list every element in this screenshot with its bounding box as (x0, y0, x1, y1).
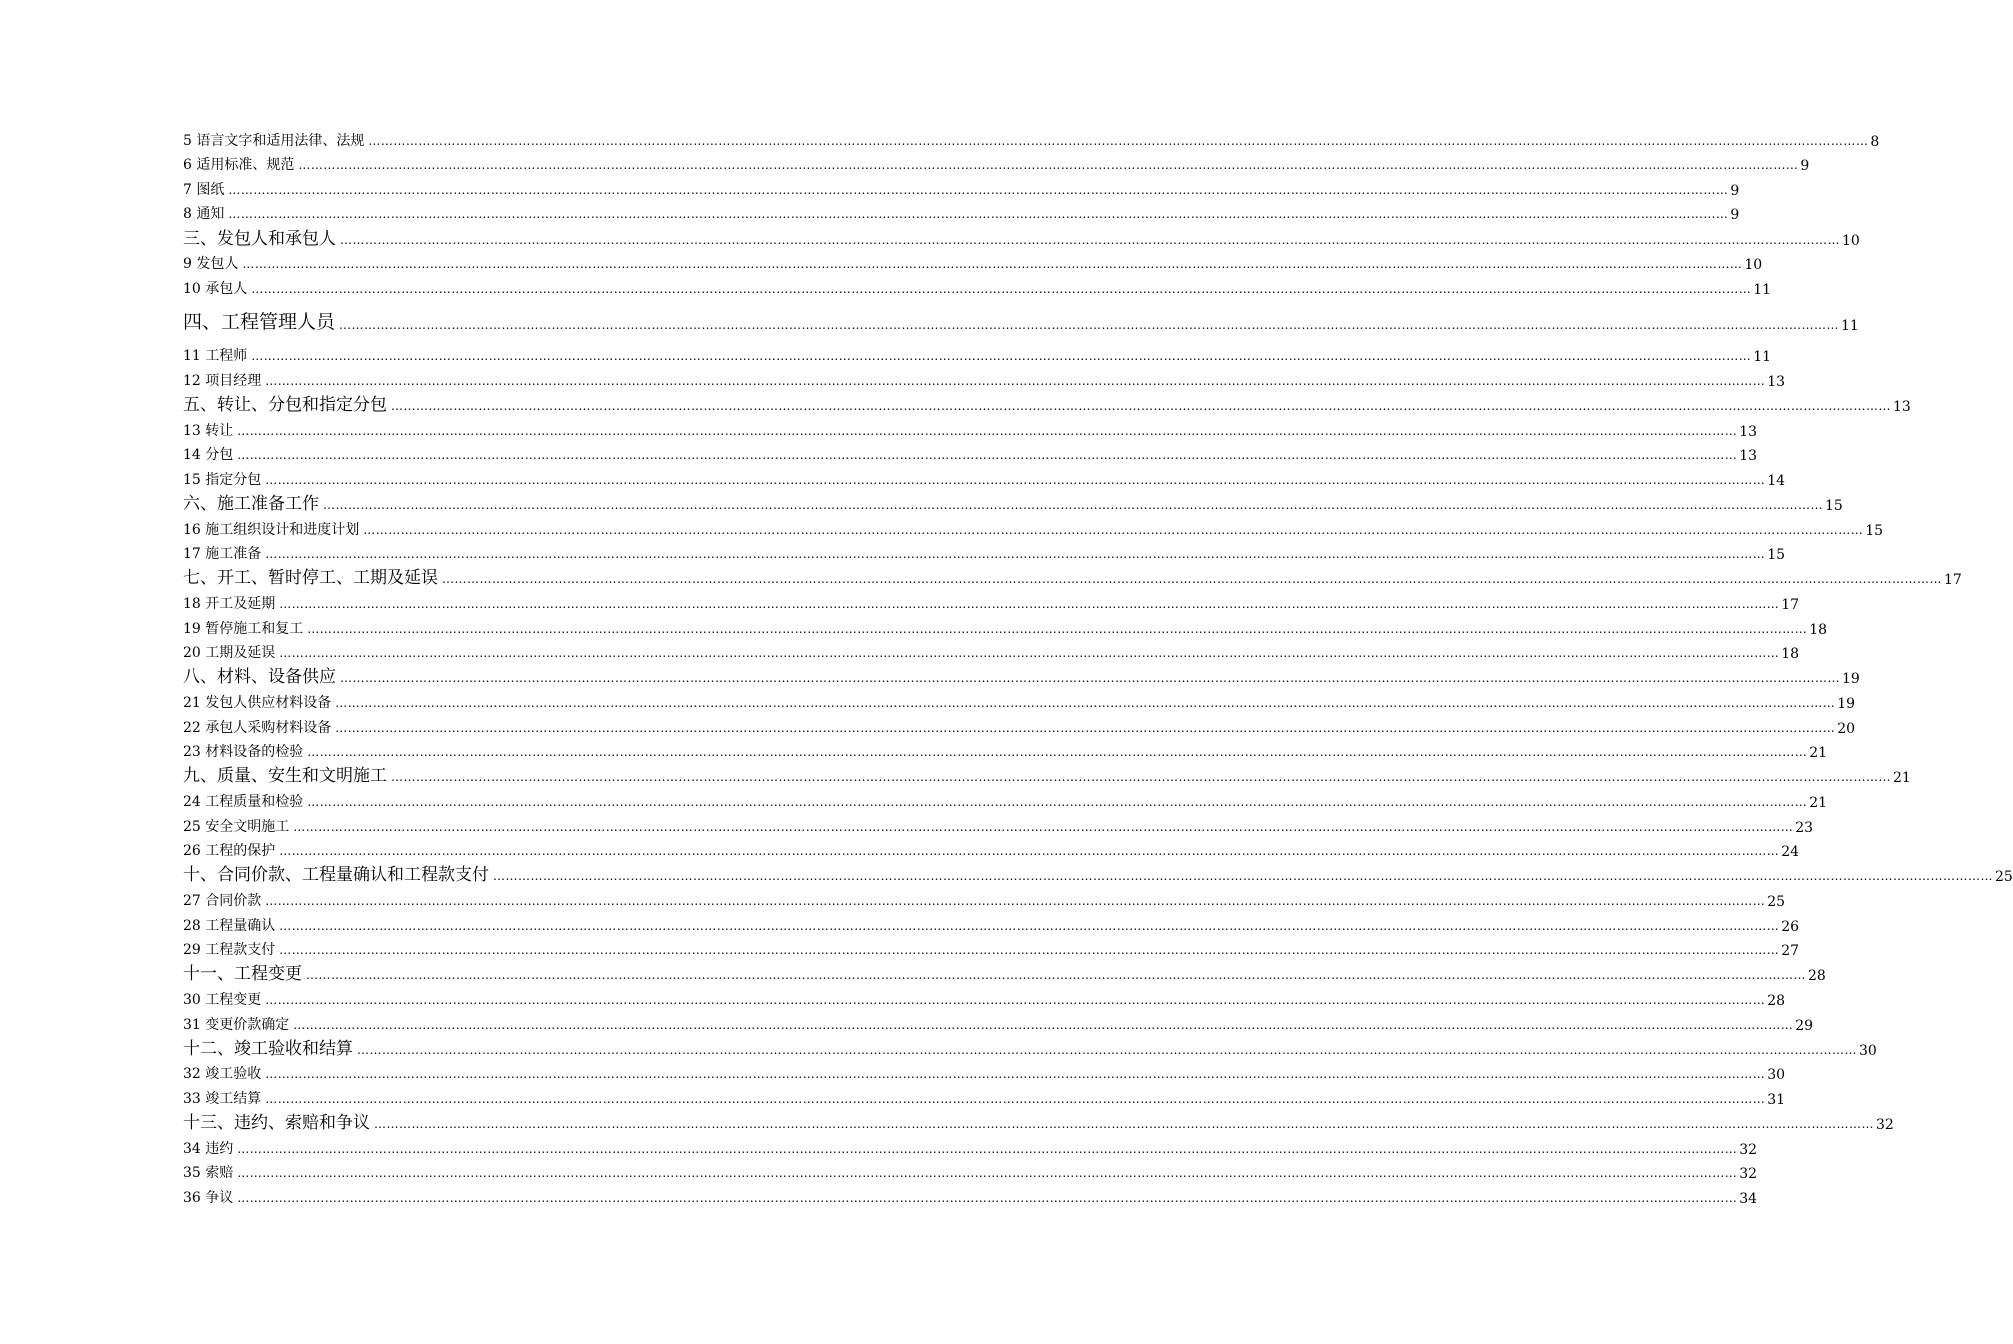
toc-entry-label: 五、转让、分包和指定分包 (183, 395, 387, 416)
toc-section-entry[interactable] (183, 959, 1826, 985)
toc-entry-label: 十一、工程变更 (183, 964, 302, 985)
toc-section-entry[interactable] (183, 1034, 1877, 1059)
toc-entry[interactable] (183, 440, 1758, 465)
toc-section-entry[interactable] (183, 298, 1859, 336)
toc-page-number: 30 (1859, 1042, 1877, 1059)
toc-entry-label: 25 安全文明施工 (183, 818, 290, 835)
toc-entry[interactable] (183, 514, 1884, 539)
toc-entry[interactable] (183, 174, 1740, 199)
dot-leader: ……………………………………………………………………………………………………………………………………………………………………………………………………………………………………………………………………………………………………………………………… (335, 720, 1836, 735)
dot-leader: ……………………………………………………………………………………………………………………………………………………………………………………………………………………………………………………………………………………………………………………………… (228, 207, 1729, 222)
dot-leader: ……………………………………………………………………………………………………………………………………………………………………………………………………………………………………………………………………………………………………………………………… (298, 158, 1799, 173)
toc-entry-label: 九、质量、安生和文明施工 (183, 766, 387, 787)
toc-entry[interactable] (183, 786, 1828, 811)
toc-page-number: 11 (1753, 349, 1772, 366)
dot-leader: ……………………………………………………………………………………………………………………………………………………………………………………………………………………………………………………………………………………………………………………………… (265, 893, 1766, 908)
toc-entry-label: 六、施工准备工作 (183, 494, 319, 515)
toc-entry[interactable] (183, 1182, 1758, 1207)
toc-entry[interactable] (183, 638, 1800, 663)
toc-entry[interactable] (183, 464, 1786, 489)
dot-leader: ……………………………………………………………………………………………………………………………………………………………………………………………………………………………………………………………………………………………………………………………… (368, 133, 1869, 148)
toc-entry[interactable] (183, 365, 1786, 390)
dot-leader: ……………………………………………………………………………………………………………………………………………………………………………………………………………………………………………………………………………………………………………………………… (391, 399, 1891, 414)
dot-leader: ……………………………………………………………………………………………………………………………………………………………………………………………………………………………………………………………………………………………………………………………… (265, 547, 1766, 562)
dot-leader: ……………………………………………………………………………………………………………………………………………………………………………………………………………………………………………………………………………………………………………………………… (237, 1166, 1738, 1181)
toc-page-number: 14 (1767, 472, 1786, 489)
toc-page-number: 21 (1809, 745, 1828, 762)
dot-leader: ……………………………………………………………………………………………………………………………………………………………………………………………………………………………………………………………………………………………………………………………… (374, 1117, 1874, 1132)
toc-page-number: 10 (1744, 257, 1763, 274)
dot-leader: ……………………………………………………………………………………………………………………………………………………………………………………………………………………………………………………………………………………………………………………………… (265, 992, 1766, 1007)
toc-entry-label: 17 施工准备 (183, 546, 262, 563)
toc-entry[interactable] (183, 1059, 1786, 1084)
table-of-contents (183, 125, 2013, 1207)
toc-entry-label: 27 合同价款 (183, 892, 262, 909)
toc-section-entry[interactable] (183, 761, 1911, 787)
toc-entry[interactable] (183, 273, 1772, 298)
toc-entry-label: 9 发包人 (183, 256, 239, 273)
dot-leader: ……………………………………………………………………………………………………………………………………………………………………………………………………………………………………………………………………………………………………………………………… (279, 646, 1780, 661)
toc-page-number: 32 (1739, 1166, 1758, 1183)
toc-entry-label: 19 暂停施工和复工 (183, 620, 304, 637)
dot-leader: ……………………………………………………………………………………………………………………………………………………………………………………………………………………………………………………………………………………………………………………………… (339, 317, 1840, 332)
toc-page-number: 19 (1842, 671, 1860, 688)
toc-entry-label: 26 工程的保护 (183, 843, 276, 860)
toc-entry-label: 十、合同价款、工程量确认和工程款支付 (183, 865, 489, 886)
dot-leader: ……………………………………………………………………………………………………………………………………………………………………………………………………………………………………………………………………………………………………………………………… (363, 522, 1864, 537)
toc-entry-label: 36 争议 (183, 1189, 234, 1206)
toc-entry-label: 10 承包人 (183, 280, 248, 297)
toc-entry-label: 20 工期及延误 (183, 645, 276, 662)
toc-entry-label: 十三、违约、索赔和争议 (183, 1113, 370, 1134)
toc-entry[interactable] (183, 341, 1772, 366)
toc-entry[interactable] (183, 1133, 1758, 1158)
toc-entry-label: 32 竣工验收 (183, 1066, 262, 1083)
dot-leader: ……………………………………………………………………………………………………………………………………………………………………………………………………………………………………………………………………………………………………………………………… (237, 448, 1738, 463)
toc-page-number: 26 (1781, 918, 1800, 935)
dot-leader: ……………………………………………………………………………………………………………………………………………………………………………………………………………………………………………………………………………………………………………………………… (335, 696, 1836, 711)
toc-entry[interactable] (183, 984, 1786, 1009)
toc-page-number: 13 (1767, 373, 1786, 390)
toc-page-number: 30 (1767, 1067, 1786, 1084)
dot-leader: ……………………………………………………………………………………………………………………………………………………………………………………………………………………………………………………………………………………………………………………………… (306, 968, 1806, 983)
dot-leader: ……………………………………………………………………………………………………………………………………………………………………………………………………………………………………………………………………………………………………………………………… (307, 795, 1808, 809)
toc-entry-label: 15 指定分包 (183, 471, 262, 488)
toc-entry[interactable] (183, 249, 1763, 274)
toc-page-number: 29 (1795, 1017, 1814, 1034)
dot-leader: ……………………………………………………………………………………………………………………………………………………………………………………………………………………………………………………………………………………………………………………………… (307, 621, 1808, 636)
toc-entry-label: 29 工程款支付 (183, 942, 276, 959)
toc-entry[interactable] (183, 687, 1856, 713)
dot-leader: ……………………………………………………………………………………………………………………………………………………………………………………………………………………………………………………………………………………………………………………………… (279, 597, 1780, 612)
dot-leader: ……………………………………………………………………………………………………………………………………………………………………………………………………………………………………………………………………………………………………………………………… (293, 819, 1794, 834)
toc-entry-label: 28 工程量确认 (183, 917, 276, 934)
toc-page-number: 11 (1753, 281, 1772, 298)
dot-leader: ……………………………………………………………………………………………………………………………………………………………………………………………………………………………………………………………………………………………………………………………… (279, 844, 1780, 859)
toc-page-number: 21 (1893, 770, 1911, 787)
toc-entry-label: 21 发包人供应材料设备 (183, 695, 332, 712)
toc-entry[interactable] (183, 199, 1740, 224)
toc-page-number: 15 (1865, 522, 1884, 539)
toc-entry[interactable] (183, 415, 1758, 440)
dot-leader: ……………………………………………………………………………………………………………………………………………………………………………………………………………………………………………………………………………………………………………………………… (228, 182, 1729, 197)
toc-page-number: 34 (1739, 1190, 1758, 1207)
toc-entry-label: 31 变更价款确定 (183, 1016, 290, 1033)
toc-entry-label: 13 转让 (183, 422, 234, 439)
toc-entry-label: 35 索赔 (183, 1165, 234, 1182)
toc-page-number: 17 (1781, 597, 1800, 614)
dot-leader: ……………………………………………………………………………………………………………………………………………………………………………………………………………………………………………………………………………………………………………………………… (340, 671, 1840, 686)
dot-leader: ……………………………………………………………………………………………………………………………………………………………………………………………………………………………………………………………………………………………………………………………… (265, 1067, 1766, 1082)
toc-page-number: 28 (1808, 968, 1826, 985)
toc-entry-label: 四、工程管理人员 (183, 310, 336, 333)
toc-entry-label: 14 分包 (183, 447, 234, 464)
toc-page-number: 10 (1842, 232, 1860, 249)
toc-entry[interactable] (183, 885, 1786, 910)
dot-leader: ……………………………………………………………………………………………………………………………………………………………………………………………………………………………………………………………………………………………………………………………… (323, 498, 1823, 513)
toc-entry[interactable] (183, 811, 1814, 836)
toc-entry-label: 十二、竣工验收和结算 (183, 1038, 353, 1059)
dot-leader: ……………………………………………………………………………………………………………………………………………………………………………………………………………………………………………………………………………………………………………………………… (242, 257, 1743, 272)
dot-leader: ……………………………………………………………………………………………………………………………………………………………………………………………………………………………………………………………………………………………………………………………… (357, 1042, 1857, 1057)
toc-page-number: 21 (1809, 795, 1828, 811)
toc-page-number: 13 (1739, 448, 1758, 465)
toc-page-number: 25 (1767, 893, 1786, 910)
dot-leader: ……………………………………………………………………………………………………………………………………………………………………………………………………………………………………………………………………………………………………………………………… (293, 1017, 1794, 1032)
toc-entry[interactable] (183, 125, 1880, 150)
toc-entry[interactable] (183, 588, 1800, 614)
toc-page-number: 18 (1809, 621, 1828, 638)
toc-entry[interactable] (183, 539, 1786, 564)
toc-entry[interactable] (183, 910, 1800, 935)
toc-entry-label: 22 承包人采购材料设备 (183, 719, 332, 736)
toc-page-number: 18 (1781, 646, 1800, 663)
dot-leader: ……………………………………………………………………………………………………………………………………………………………………………………………………………………………………………………………………………………………………………………………… (237, 423, 1738, 438)
toc-entry[interactable] (183, 935, 1800, 960)
dot-leader: ……………………………………………………………………………………………………………………………………………………………………………………………………………………………………………………………………………………………………………………………… (307, 745, 1808, 760)
toc-entry-label: 三、发包人和承包人 (183, 228, 336, 249)
toc-page-number: 9 (1800, 158, 1810, 175)
toc-page-number: 20 (1837, 720, 1856, 737)
toc-page-number: 15 (1825, 498, 1843, 515)
toc-entry[interactable] (183, 613, 1828, 638)
toc-entry-label: 30 工程变更 (183, 991, 262, 1008)
toc-page-number: 19 (1837, 696, 1856, 713)
dot-leader: ……………………………………………………………………………………………………………………………………………………………………………………………………………………………………………………………………………………………………………………………… (442, 572, 1942, 587)
toc-page-number: 32 (1876, 1117, 1894, 1134)
dot-leader: ……………………………………………………………………………………………………………………………………………………………………………………………………………………………………………………………………………………………………………………………… (265, 373, 1766, 388)
toc-entry[interactable] (183, 712, 1856, 737)
toc-entry-label: 16 施工组织设计和进度计划 (183, 521, 360, 538)
toc-page-number: 24 (1781, 844, 1800, 861)
toc-entry[interactable] (183, 150, 1810, 175)
dot-leader: ……………………………………………………………………………………………………………………………………………………………………………………………………………………………………………………………………………………………………………………………… (279, 918, 1780, 933)
dot-leader: ……………………………………………………………………………………………………………………………………………………………………………………………………………………………………………………………………………………………………………………………… (237, 1190, 1738, 1205)
toc-section-entry[interactable] (183, 390, 1911, 416)
toc-page-number: 32 (1739, 1141, 1758, 1158)
toc-entry-label: 5 语言文字和适用法律、法规 (183, 132, 365, 149)
toc-section-entry[interactable] (183, 662, 1860, 688)
toc-page-number: 9 (1730, 182, 1740, 199)
toc-page-number: 17 (1944, 572, 1962, 589)
toc-entry-label: 12 项目经理 (183, 372, 262, 389)
toc-page-number: 8 (1870, 133, 1880, 150)
toc-page-number: 15 (1767, 547, 1786, 564)
toc-entry-label: 34 违约 (183, 1140, 234, 1157)
toc-entry-label: 11 工程师 (183, 348, 248, 365)
toc-page-number: 13 (1739, 423, 1758, 440)
dot-leader: ……………………………………………………………………………………………………………………………………………………………………………………………………………………………………………………………………………………………………………………………… (251, 349, 1752, 364)
dot-leader: ……………………………………………………………………………………………………………………………………………………………………………………………………………………………………………………………………………………………………………………………… (251, 281, 1752, 296)
toc-entry-label: 八、材料、设备供应 (183, 667, 336, 688)
toc-entry[interactable] (183, 836, 1800, 861)
toc-page-number: 28 (1767, 992, 1786, 1009)
toc-page-number: 11 (1841, 317, 1859, 334)
toc-entry-label: 33 竣工结算 (183, 1090, 262, 1107)
toc-entry[interactable] (183, 737, 1828, 762)
toc-section-entry[interactable] (183, 1108, 1894, 1134)
toc-entry-label: 7 图纸 (183, 181, 225, 198)
toc-entry-label: 8 通知 (183, 206, 225, 223)
toc-entry[interactable] (183, 1083, 1786, 1108)
dot-leader: ……………………………………………………………………………………………………………………………………………………………………………………………………………………………………………………………………………………………………………………………… (391, 770, 1891, 785)
dot-leader: ……………………………………………………………………………………………………………………………………………………………………………………………………………………………………………………………………………………………………………………………… (279, 943, 1780, 958)
toc-page-number: 27 (1781, 943, 1800, 960)
toc-page-number: 13 (1893, 399, 1911, 416)
toc-entry[interactable] (183, 1158, 1758, 1183)
dot-leader: ……………………………………………………………………………………………………………………………………………………………………………………………………………………………………………………………………………………………………………………………… (237, 1141, 1738, 1156)
toc-entry-label: 18 开工及延期 (183, 596, 276, 613)
dot-leader: ……………………………………………………………………………………………………………………………………………………………………………………………………………………………………………………………………………………………………………………………… (493, 869, 1993, 884)
toc-section-entry[interactable] (183, 223, 1860, 249)
dot-leader: ……………………………………………………………………………………………………………………………………………………………………………………………………………………………………………………………………………………………………………………………… (265, 472, 1766, 487)
toc-entry-label: 七、开工、暂时停工、工期及延误 (183, 568, 438, 589)
toc-page-number: 9 (1730, 207, 1740, 224)
toc-section-entry[interactable] (183, 489, 1843, 515)
dot-leader: ……………………………………………………………………………………………………………………………………………………………………………………………………………………………………………………………………………………………………………………………… (340, 232, 1840, 247)
toc-entry[interactable] (183, 1009, 1814, 1034)
toc-page-number: 23 (1795, 819, 1814, 836)
toc-page-number: 31 (1767, 1091, 1786, 1108)
toc-entry-label: 24 工程质量和检验 (183, 794, 304, 810)
toc-section-entry[interactable] (183, 563, 1962, 589)
toc-entry-label: 6 适用标准、规范 (183, 157, 295, 174)
toc-entry-label: 23 材料设备的检验 (183, 744, 304, 761)
dot-leader: ……………………………………………………………………………………………………………………………………………………………………………………………………………………………………………………………………………………………………………………………… (265, 1091, 1766, 1106)
toc-section-entry[interactable] (183, 860, 2013, 886)
toc-page-number: 25 (1995, 869, 2013, 886)
